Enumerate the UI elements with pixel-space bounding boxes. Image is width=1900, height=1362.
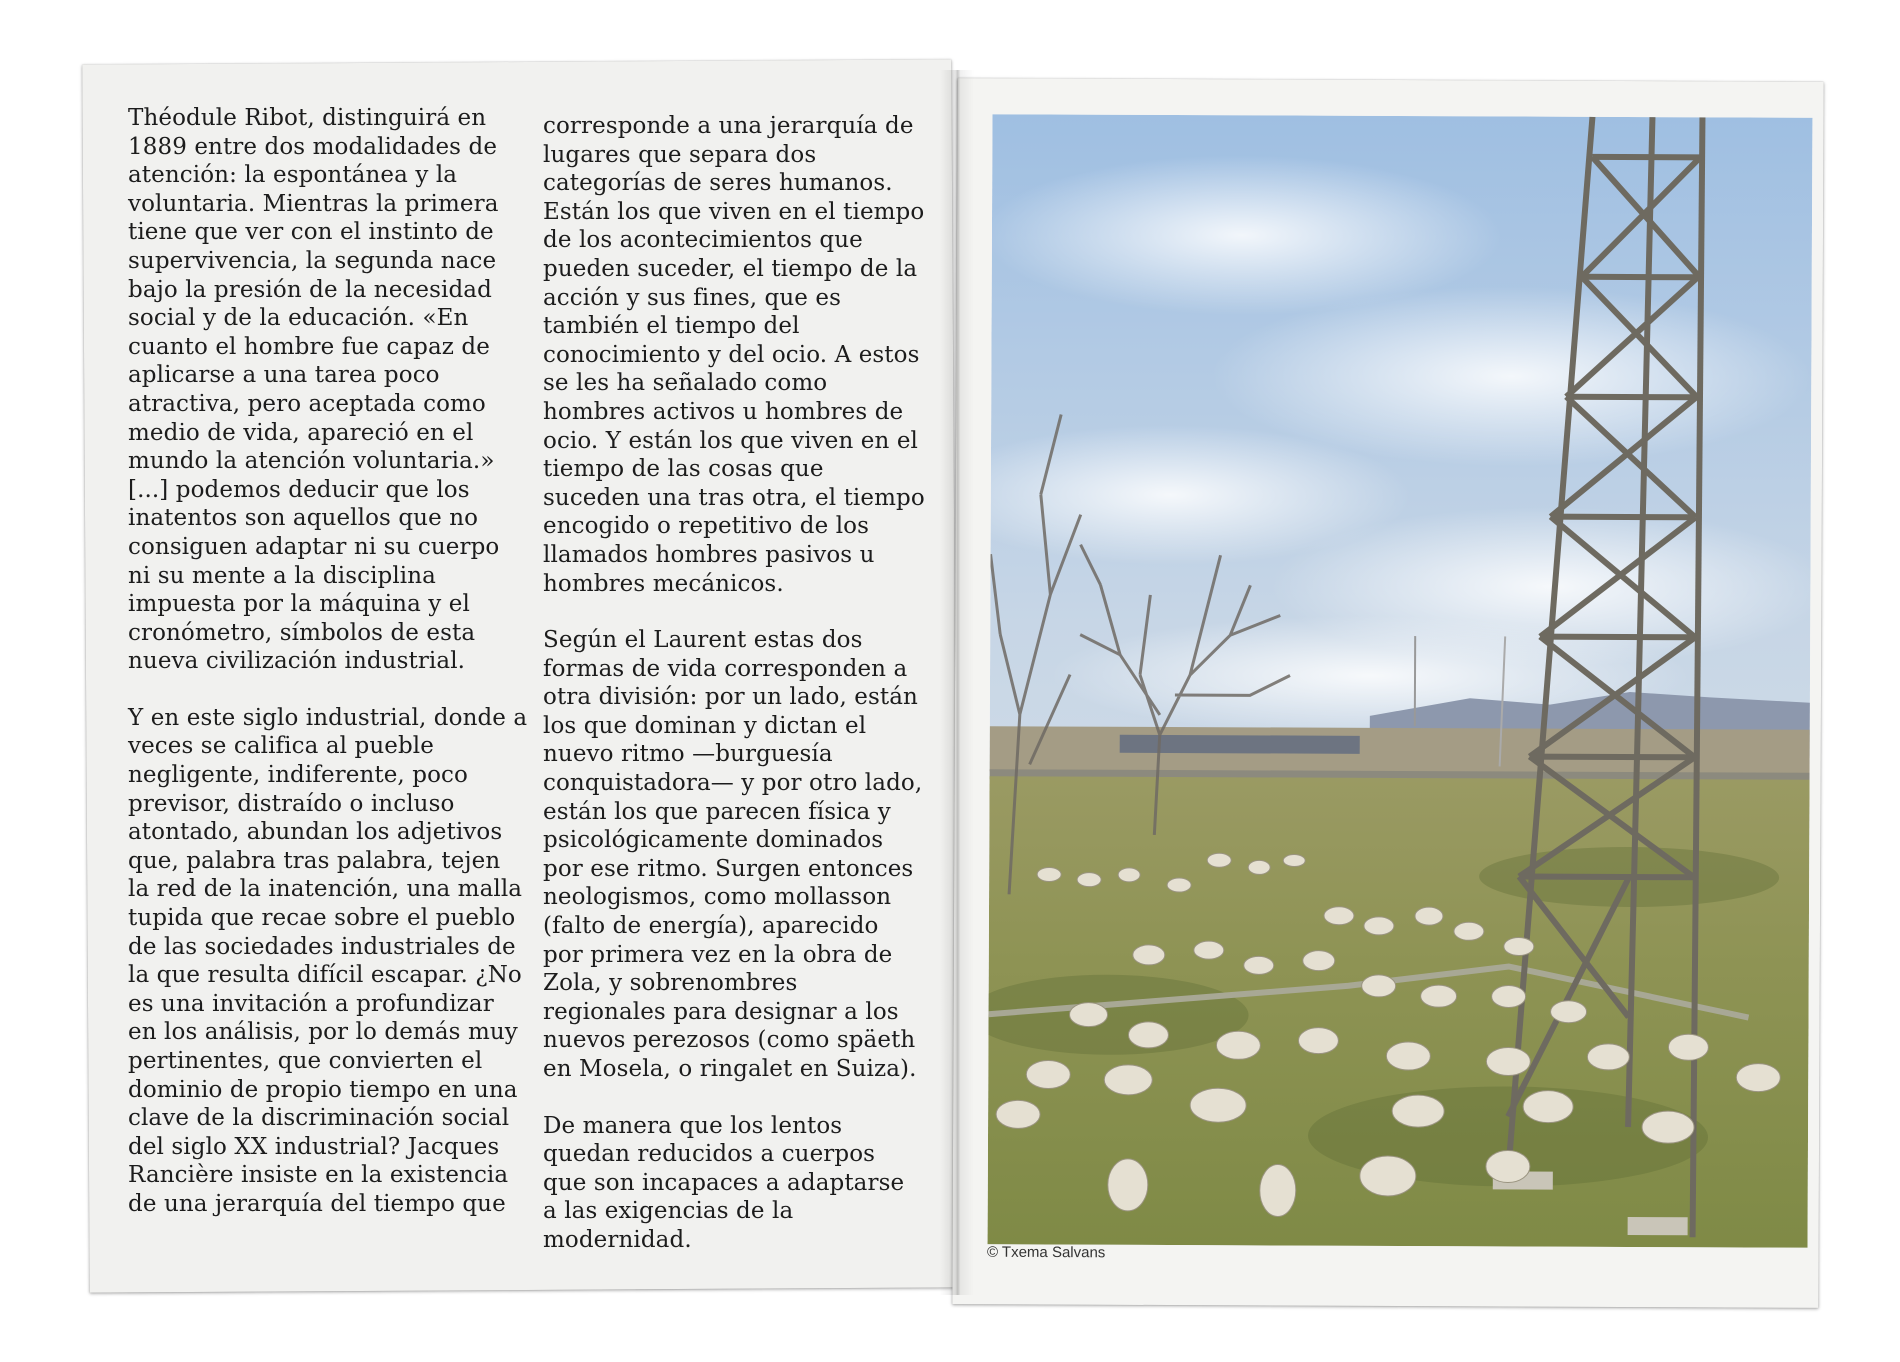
photo-illustration [988, 114, 1813, 1248]
text-column-2 [543, 112, 925, 1283]
paragraph: Según el Laurent estas dos formas de vida corresponden a otra división: por un lado, están los que dominan y dictan el nuevo ritmo —burguesía conquistadora— y por otro lado, están los que parecen física y psicológicamente dominados por ese ritmo. Surgen entonces neologismos, como mollasson (falto de energía), aparecido por primera vez en la obra de Zola, y sobrenombres regionales para designar a los nuevos perezosos (como späeth en Mosela, o ringalet en Suiza). [543, 627, 923, 1082]
photo-credit: © Txema Salvans [986, 1243, 1106, 1262]
paragraph: Théodule Ribot, distinguirá en 1889 entre dos modalidades de atención: la espontánea y la voluntaria. Mientras la primera tiene que ver con el instinto de supervivencia, la segunda nace bajo la presión de la necesidad social y de la educación. «En cuanto el hombre fue capaz de aplicarse a una tarea poco atractiva, pero aceptada como medio de vida, apareció en el mundo la atención voluntaria.» [...] podemos deducir que los inatentos son aquellos que no consiguen adaptar ni su cuerpo ni su mente a la disciplina impuesta por la máquina y el cronómetro, símbolos de esta nueva civilización industrial. [128, 105, 500, 675]
paragraph: corresponde a una jerarquía de lugares que separa dos categorías de seres humanos. Están los que viven en el tiempo de los acontecimientos que pueden suceder, el tiempo de la acción y sus fines, que es también el tiempo del conocimiento y del ocio. A estos se les ha señalado como hombres activos u hombres de ocio. Y están los que viven en el tiempo de las cosas que suceden una tras otra, el tiempo encogido o repetitivo de los llamados hombres pasivos u hombres mecánicos. [543, 113, 925, 597]
text-column-1 [128, 104, 528, 1247]
sheep-field-photo [988, 114, 1813, 1248]
paragraph: De manera que los lentos quedan reducidos a cuerpos que son incapaces a adaptarse a las exigencias de la modernidad. [543, 1112, 905, 1253]
paragraph: Y en este siglo industrial, donde a veces se califica al pueble negligente, indiferente, poco previsor, distraído o incluso atontado, abundan los adjetivos que, palabra tras palabra, tejen la red de la inatención, una malla tupida que recae sobre el pueblo de las sociedades industriales de la que resulta difícil escapar. ¿No es una invitación a profundizar en los análisis, por lo demás muy pertinentes, que convierten el dominio de propio tiempo en una clave de la discriminación social del siglo XX industrial? Jacques Rancière insiste en la existencia de una jerarquía del tiempo que [128, 704, 528, 1217]
